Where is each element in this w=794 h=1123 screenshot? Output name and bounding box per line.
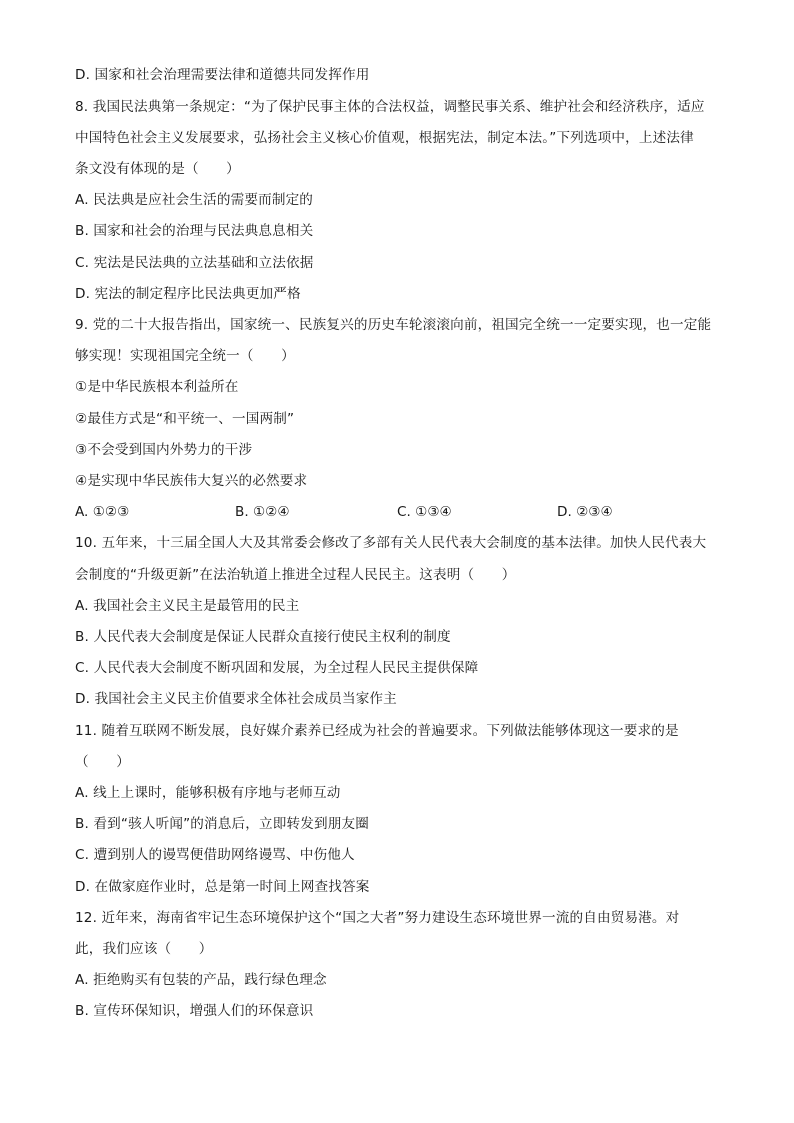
- q9-statement-4: ④是实现中华民族伟大复兴的必然要求: [75, 473, 308, 489]
- q10-option-d: D. 我国社会主义民主价值要求全体社会成员当家作主: [75, 691, 397, 707]
- q11-option-a: A. 线上上课时，能够积极有序地与老师互动: [75, 785, 341, 801]
- q11-option-c: C. 遭到别人的谩骂便借助网络谩骂、中伤他人: [75, 847, 355, 863]
- q8-option-d: D. 宪法的制定程序比民法典更加严格: [75, 286, 301, 302]
- q12-option-a: A. 拒绝购买有包装的产品，践行绿色理念: [75, 972, 327, 988]
- q9-options-row: [75, 502, 725, 522]
- q9-option-a: A. ①②③: [75, 504, 130, 520]
- q10-stem-line-2: 会制度的“升级更新”在法治轨道上推进全过程人民民主。这表明（ ）: [75, 567, 516, 583]
- q9-stem-line-2: 够实现！实现祖国完全统一（ ）: [75, 348, 295, 364]
- q8-stem-line-3: 条文没有体现的是（ ）: [75, 161, 240, 177]
- q11-option-b: B. 看到“骇人听闻”的消息后，立即转发到朋友圈: [75, 816, 369, 832]
- q12-stem-line-1: 12. 近年来，海南省牢记生态环境保护这个“国之大者”努力建设生态环境世界一流的自由贸易港。对: [75, 910, 680, 926]
- q8-stem-line-2: 中国特色社会主义发展要求，弘扬社会主义核心价值观，根据宪法，制定本法。”下列选项中，上述法律: [75, 130, 694, 146]
- q9-statement-3: ③不会受到国内外势力的干涉: [75, 442, 253, 458]
- q11-option-d: D. 在做家庭作业时，总是第一时间上网查找答案: [75, 879, 370, 895]
- q9-option-b: B. ①②④: [235, 504, 290, 520]
- q12-option-b: B. 宣传环保知识，增强人们的环保意识: [75, 1003, 314, 1019]
- q8-option-b: B. 国家和社会的治理与民法典息息相关: [75, 223, 314, 239]
- q8-option-c: C. 宪法是民法典的立法基础和立法依据: [75, 255, 314, 271]
- q10-option-b: B. 人民代表大会制度是保证人民群众直接行使民主权利的制度: [75, 629, 451, 645]
- q9-statement-2: ②最佳方式是“和平统一、一国两制”: [75, 411, 295, 427]
- q10-option-c: C. 人民代表大会制度不断巩固和发展，为全过程人民民主提供保障: [75, 660, 479, 676]
- q9-stem-line-1: 9. 党的二十大报告指出，国家统一、民族复兴的历史车轮滚滚向前，祖国完全统一一定要实现，也一定能: [75, 317, 712, 333]
- q8-option-a: A. 民法典是应社会生活的需要而制定的: [75, 192, 314, 208]
- q10-stem-line-1: 10. 五年来，十三届全国人大及其常委会修改了多部有关人民代表大会制度的基本法律。加快人民代表大: [75, 535, 707, 551]
- q12-stem-line-2: 此，我们应该（ ）: [75, 941, 213, 957]
- q10-option-a: A. 我国社会主义民主是最管用的民主: [75, 598, 300, 614]
- q9-option-c: C. ①③④: [397, 504, 452, 520]
- q11-stem-line-1: 11. 随着互联网不断发展，良好媒介素养已经成为社会的普遍要求。下列做法能够体现这一要求的是: [75, 723, 679, 739]
- q8-stem-line-1: 8. 我国民法典第一条规定：“为了保护民事主体的合法权益，调整民事关系、维护社会和经济秩序，适应: [75, 99, 705, 115]
- q9-statement-1: ①是中华民族根本利益所在: [75, 379, 239, 395]
- q11-stem-line-2: （ ）: [75, 754, 130, 770]
- q9-option-d: D. ②③④: [557, 504, 613, 520]
- q7-option-d: D. 国家和社会治理需要法律和道德共同发挥作用: [75, 67, 370, 83]
